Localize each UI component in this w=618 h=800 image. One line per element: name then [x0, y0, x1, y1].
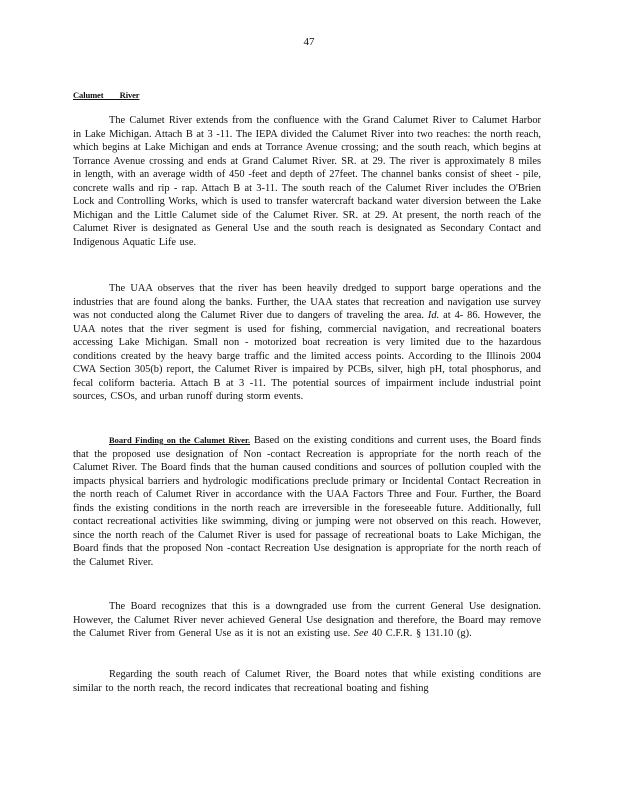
page-number: 47 [303, 36, 315, 48]
board-finding-heading: Board Finding on the Calumet River. [109, 435, 251, 445]
paragraph-uaa-observations [73, 282, 541, 404]
paragraph-board-finding [73, 434, 541, 569]
paragraph-board-recognizes [73, 600, 541, 641]
paragraph-text: 40 C.F.R. § 131.10 (g). [368, 628, 472, 640]
paragraph-text: at 4- 86. However, the UAA notes that the river segment is used for fishing, commercial navigation, and recreational boaters accessing Lake Michigan. Small non - motorized boat recreation is very limited due to the hazardous conditions created by the heavy barge traffic and the limited access points. According to the Illinois 2004 CWA Section 305(b) report, the Calumet River is impaired by PCBs, silver, high pH, total phosphorus, and fecal coliform bacteria. Attach B at 3 -11. The potential sources of impairment include industrial point sources, CSOs, and urban runoff during storm events. [73, 310, 541, 403]
citation-italic: See [353, 628, 369, 640]
paragraph-south-reach: Regarding the south reach of Calumet River, the Board notes that while existing conditions are similar to the north reach, the record indicates that recreational boating and fishing [73, 669, 541, 694]
paragraph-text: The Board recognizes that this is a downgraded use from the current General Use designation. However, the Calumet River never achieved General Use designation and therefore, the Board may remove the Calumet River from General Use as it is not an existing use. [73, 601, 541, 640]
paragraph-calumet-overview: The Calumet River extends from the confluence with the Grand Calumet River to Calumet Harbor in Lake Michigan. Attach B at 3 -11. The IEPA divided the Calumet River into two reaches: the north reach, which begins at Lake Michigan and ends at Torrance Avenue crossing; and the south reach, which begins at Torrance Avenue crossing and ends at Grand Calumet River. SR. at 29. The river is approximately 8 miles in length, with an average width of 450 -feet and depth of 27feet. The channel banks consist of sheet - pile, concrete walls and rip - rap. Attach B at 3-11. The south reach of the Calumet River includes the O'Brien Lock and Controlling Works, which is used to transfer watercraft backand water diversion between the Lake Michigan and the Little Calumet side of the Calumet River. SR. at 29. At present, the north reach of the Calumet River is designated as General Use and the south reach is designated as Secondary Contact and Indigenous Aquatic Life use. [73, 115, 541, 248]
section-heading: Calumet River [73, 90, 140, 100]
paragraph-text: The UAA observes that the river has been heavily dredged to support barge operations and the industries that are found along the banks. Further, the UAA states that recreation and navigation use survey was not conducted along the Calumet River due to dangers of traveling the area. [73, 283, 541, 322]
paragraph-text: Based on the existing conditions and current uses, the Board finds that the proposed use designation of Non -contact Recreation is appropriate for the north reach of the Calumet River. The Board finds that the human caused conditions and sources of pollution coupled with the impacts physical barriers and hydrologic modifications preclude primary or Incidental Contact Recreation in the north reach of Calumet River in accordance with the UAA Factors Three and Four. Further, the Board finds the existing conditions in the north reach are irreversible in the foreseeable future. Additionally, full contact recreational activities like swimming, diving or jumping were not observed on this reach. However, since the north reach of the Calumet River is used for passage of recreational boats to Lake Michigan, the Board finds that the proposed Non -contact Recreation Use designation is appropriate for the north reach of the Calumet River. [73, 435, 541, 568]
citation-italic: Id. [427, 310, 440, 322]
